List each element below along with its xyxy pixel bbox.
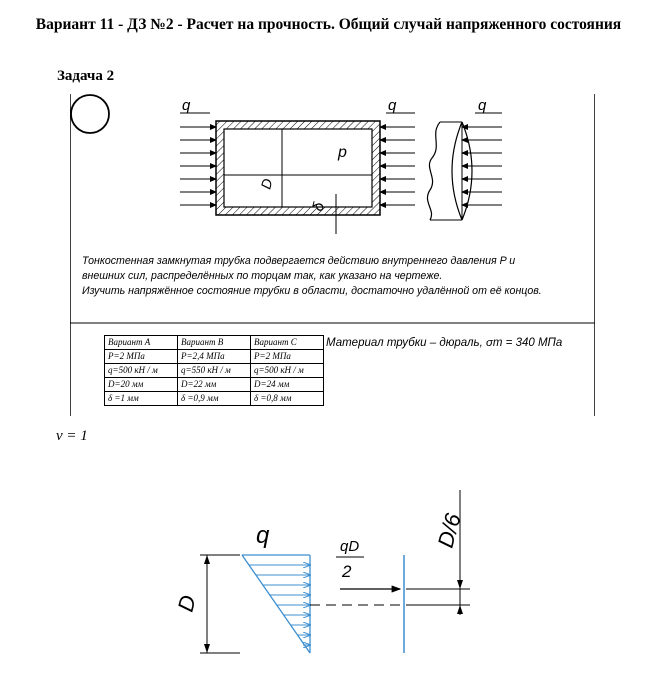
problem-description — [82, 254, 592, 299]
sketch-label-q: q — [256, 522, 270, 549]
table-cell: q=500 кН / м — [251, 364, 324, 378]
label-D: D — [257, 176, 276, 191]
task-label: Задача 2 — [57, 68, 115, 84]
load-arrows — [249, 565, 310, 645]
table-header-row — [105, 336, 324, 350]
left-load-arrows — [180, 127, 216, 205]
break-line — [427, 122, 440, 220]
description-line: Изучить напряжённое состояние трубки в области, достаточно удалённой от её концов. — [82, 285, 542, 297]
label-q-right: q — [388, 97, 397, 114]
table-cell: q=550 кН / м — [178, 364, 251, 378]
table-cell: P=2,4 МПа — [178, 350, 251, 364]
table-cell: P=2 МПа — [105, 350, 178, 364]
table-cell: D=24 мм — [251, 378, 324, 392]
description-line: Тонкостенная замкнутая трубка подвергается действию внутреннего давления P и — [82, 255, 516, 267]
table-cell: δ =0,9 мм — [178, 392, 251, 406]
end-arc-left — [452, 122, 462, 220]
load-slope-line — [242, 555, 310, 653]
table-cell: δ =1 мм — [105, 392, 178, 406]
solution-sketch — [160, 485, 480, 683]
label-delta: δ — [309, 200, 329, 214]
table-cell: D=20 мм — [105, 378, 178, 392]
table-cell: δ =0,8 мм — [251, 392, 324, 406]
sketch-label-D6: D/6 — [432, 510, 466, 551]
label-q-end: q — [478, 97, 487, 114]
tube-inner — [224, 129, 372, 207]
label-p: p — [338, 144, 347, 161]
nu-value: ν = 1 — [56, 428, 88, 444]
table-row — [105, 350, 324, 364]
table-row — [105, 364, 324, 378]
problem-figure — [70, 94, 595, 416]
sketch-label-qD: qD — [340, 538, 360, 555]
table-row — [105, 378, 324, 392]
variants-table — [104, 335, 324, 406]
right-load-arrows — [380, 127, 415, 205]
table-cell: D=22 мм — [178, 378, 251, 392]
sketch-label-D: D — [172, 592, 201, 615]
description-line: внешних сил, распределённых по торцам так, как указано на чертеже. — [82, 270, 443, 282]
table-header-cell: Вариант В — [178, 336, 251, 350]
sketch-label-two: 2 — [342, 562, 352, 581]
table-cell: q=500 кН / м — [105, 364, 178, 378]
label-q-left: q — [182, 97, 191, 114]
figure-number-circle — [71, 95, 109, 133]
page-title: Вариант 11 - ДЗ №2 - Расчет на прочность. Общий случай напряженного состояния — [35, 16, 622, 33]
material-note: Материал трубки – дюраль, σт = 340 МПа — [326, 337, 563, 349]
table-header-cell: Вариант С — [251, 336, 324, 350]
table-row — [105, 392, 324, 406]
table-header-cell: Вариант А — [105, 336, 178, 350]
table-cell: P=2 МПа — [251, 350, 324, 364]
sketch-drawing — [160, 485, 480, 683]
